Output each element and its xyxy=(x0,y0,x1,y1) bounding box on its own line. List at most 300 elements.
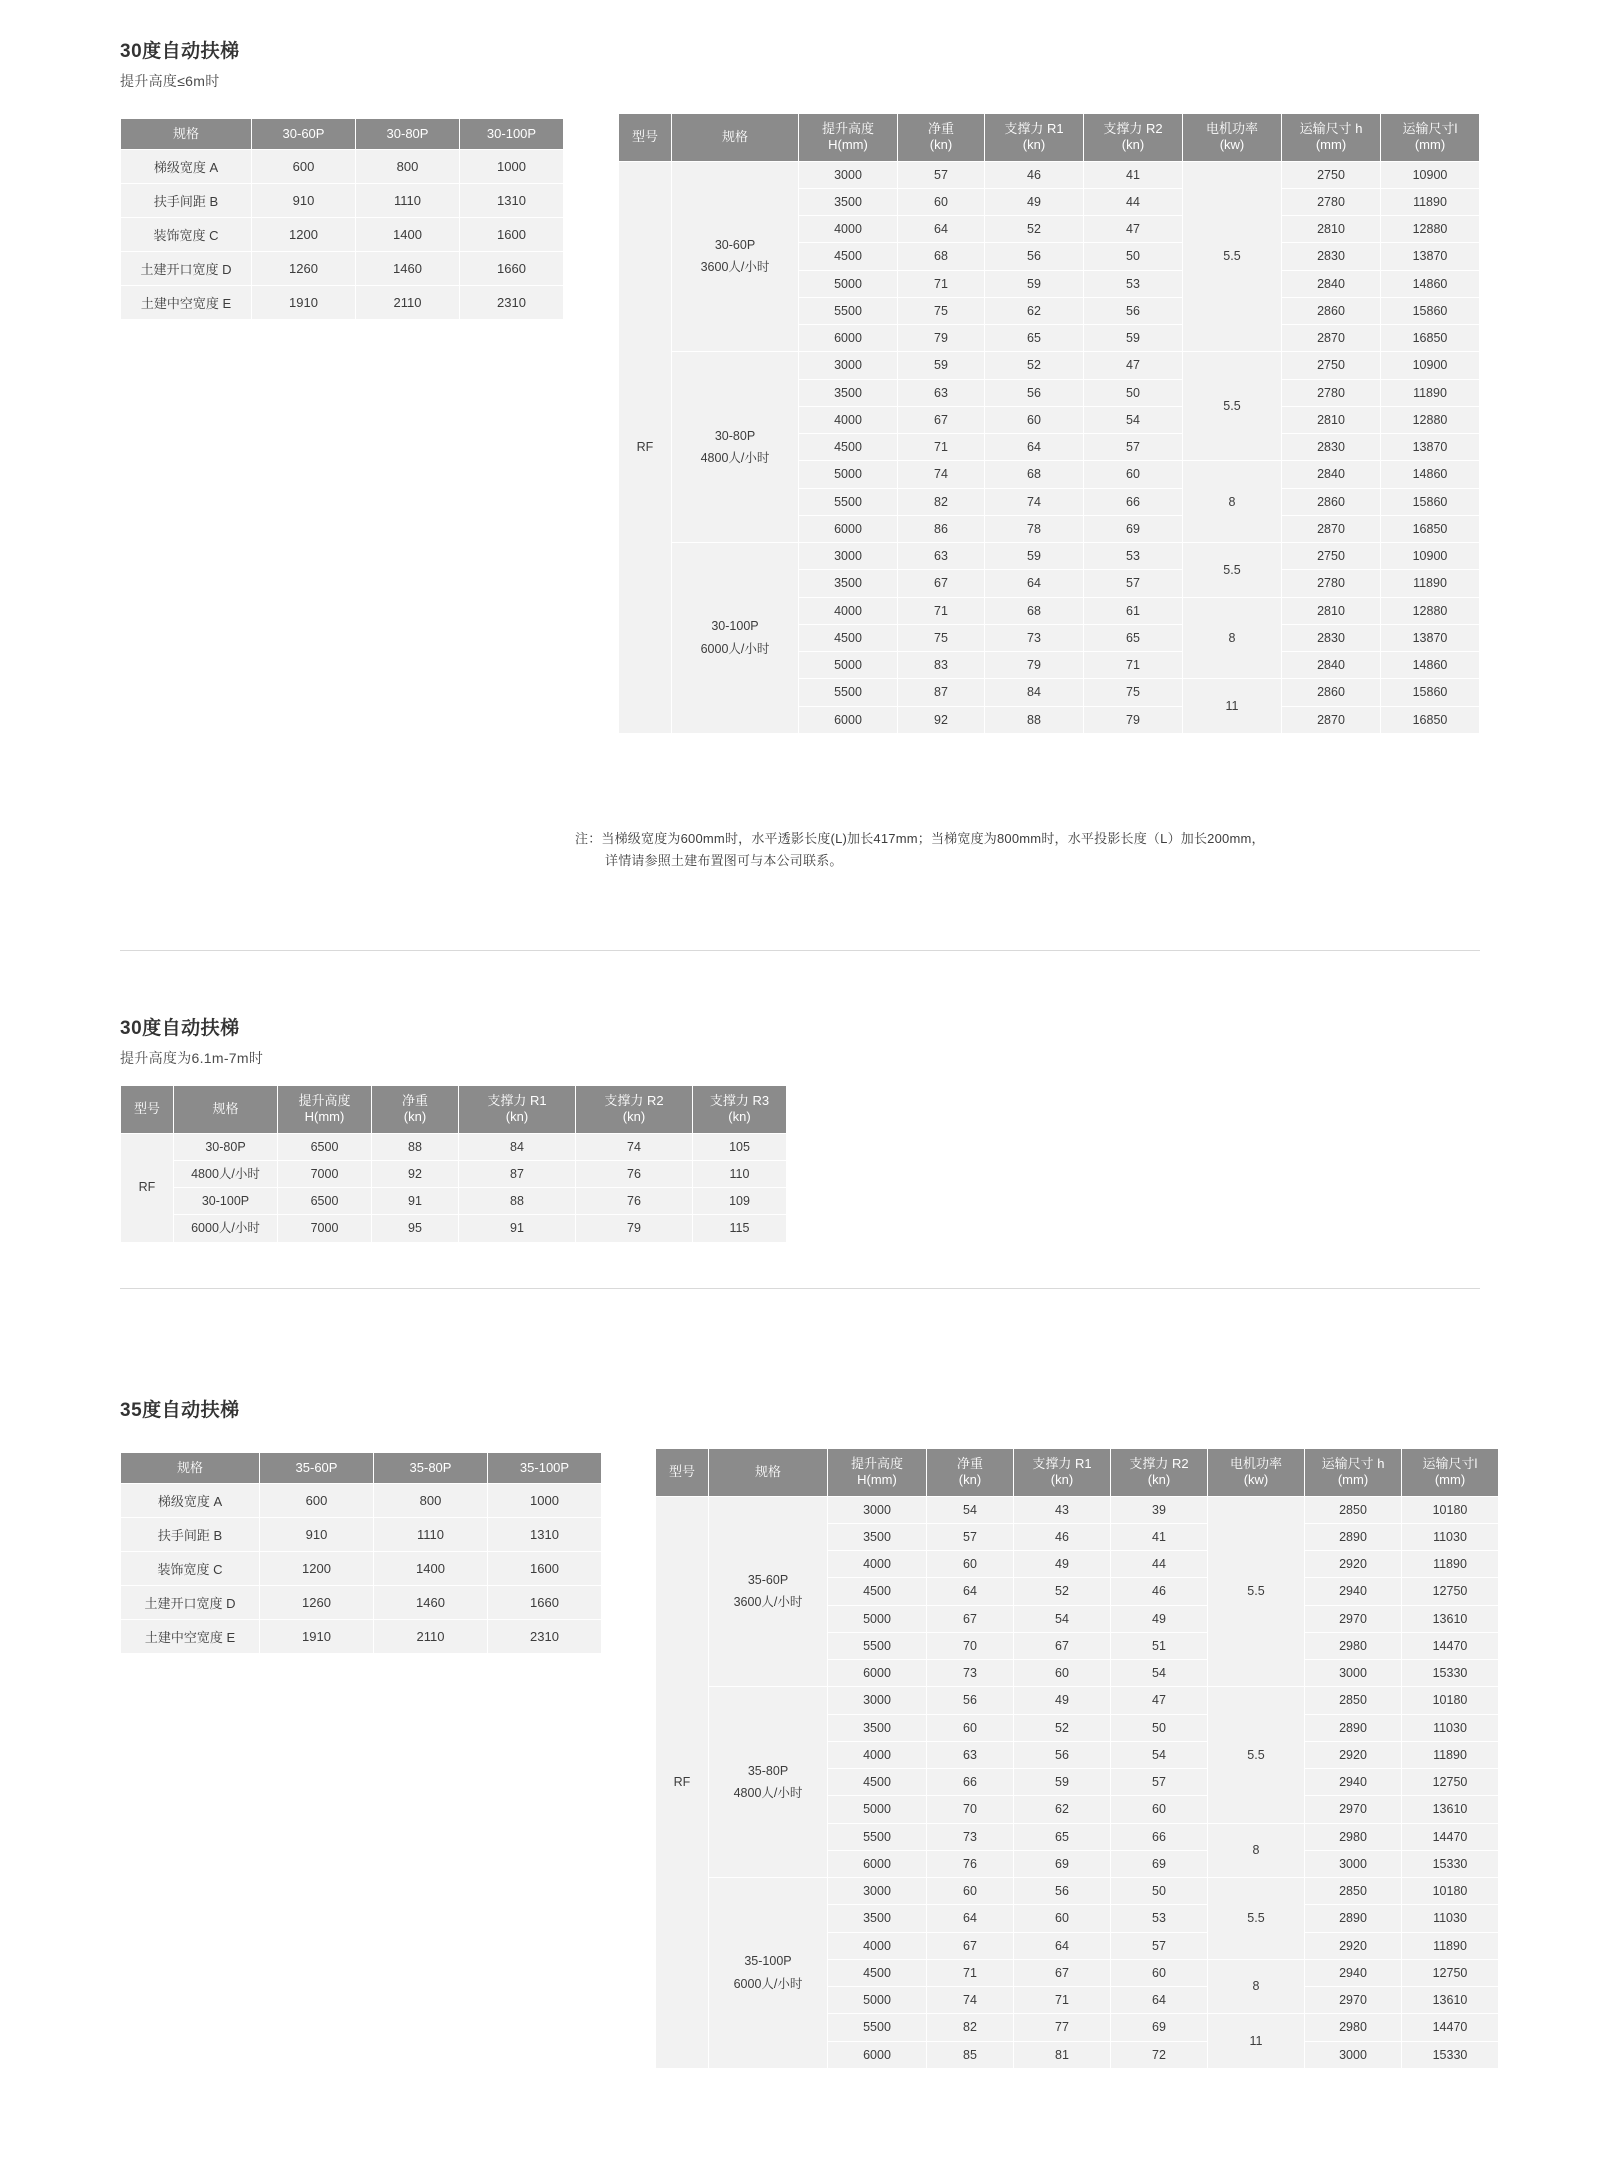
data1-cell: 47 xyxy=(1084,352,1183,379)
small2-col-header: 支撑力 R3 (kn) xyxy=(693,1086,787,1134)
data3-cell: 11890 xyxy=(1402,1551,1499,1578)
data1-cell: 50 xyxy=(1084,243,1183,270)
data3-cell: 2970 xyxy=(1305,1796,1402,1823)
data3-cell: 72 xyxy=(1111,2041,1208,2068)
spec3-cell: 1460 xyxy=(374,1586,488,1620)
data3-cell: 4500 xyxy=(828,1959,927,1986)
data3-cell: 5000 xyxy=(828,1605,927,1632)
data3-cell: 3000 xyxy=(828,1878,927,1905)
data3-group-spec-capacity: 4800人/小时 xyxy=(733,1786,803,1801)
table-row xyxy=(121,1215,787,1242)
data3-cell: 2890 xyxy=(1305,1905,1402,1932)
table-row xyxy=(121,286,564,320)
data3-power-cell: 5.5 xyxy=(1208,1687,1305,1823)
data3-cell: 60 xyxy=(1014,1905,1111,1932)
page-title: 30度自动扶梯 xyxy=(120,41,240,62)
small2-header-row xyxy=(121,1086,787,1134)
data3-cell: 74 xyxy=(927,1987,1014,2014)
spec-table-3 xyxy=(120,1452,602,1654)
spec1-cell: 1200 xyxy=(252,218,356,252)
small2-cell: 105 xyxy=(693,1133,787,1160)
data3-cell: 3000 xyxy=(828,1496,927,1523)
data1-power-cell: 5.5 xyxy=(1183,543,1282,598)
data1-cell: 2840 xyxy=(1282,270,1381,297)
data3-cell: 64 xyxy=(927,1578,1014,1605)
data1-cell: 75 xyxy=(898,297,985,324)
spec3-cell: 2110 xyxy=(374,1620,488,1654)
data1-group-spec xyxy=(672,543,799,734)
data3-power-cell: 8 xyxy=(1208,1823,1305,1878)
small2-cell: 79 xyxy=(576,1215,693,1242)
table-row xyxy=(121,252,564,286)
data3-cell: 12750 xyxy=(1402,1769,1499,1796)
data3-cell: 52 xyxy=(1014,1578,1111,1605)
spec1-cell: 1310 xyxy=(460,184,564,218)
data3-cell: 14470 xyxy=(1402,2014,1499,2041)
data1-col-header: 净重 (kn) xyxy=(898,114,985,162)
data3-cell: 3500 xyxy=(828,1714,927,1741)
data3-cell: 56 xyxy=(927,1687,1014,1714)
data1-cell: 2780 xyxy=(1282,570,1381,597)
data3-power-cell: 5.5 xyxy=(1208,1496,1305,1687)
table-row xyxy=(121,1620,602,1654)
data3-cell: 49 xyxy=(1014,1551,1111,1578)
spec3-cell: 1000 xyxy=(488,1484,602,1518)
data1-cell: 53 xyxy=(1084,543,1183,570)
data3-cell: 67 xyxy=(1014,1959,1111,1986)
spec3-cell: 1110 xyxy=(374,1518,488,1552)
data3-cell: 4500 xyxy=(828,1769,927,1796)
data1-cell: 86 xyxy=(898,515,985,542)
data1-cell: 59 xyxy=(985,543,1084,570)
data1-cell: 14860 xyxy=(1381,461,1480,488)
small2-cell: 30-80P xyxy=(174,1133,278,1160)
data3-cell: 67 xyxy=(927,1605,1014,1632)
data1-cell: 50 xyxy=(1084,379,1183,406)
data1-cell: 75 xyxy=(898,624,985,651)
data1-cell: 2830 xyxy=(1282,624,1381,651)
data1-cell: 5500 xyxy=(799,679,898,706)
data1-cell: 16850 xyxy=(1381,706,1480,733)
data3-cell: 64 xyxy=(1014,1932,1111,1959)
data3-cell: 77 xyxy=(1014,2014,1111,2041)
spec1-col-header: 30-80P xyxy=(356,119,460,150)
data3-cell: 5500 xyxy=(828,1632,927,1659)
spec3-cell: 1260 xyxy=(260,1586,374,1620)
data1-cell: 82 xyxy=(898,488,985,515)
data3-cell: 60 xyxy=(927,1878,1014,1905)
data3-cell: 70 xyxy=(927,1796,1014,1823)
data1-cell: 2870 xyxy=(1282,706,1381,733)
small2-cell: 88 xyxy=(459,1188,576,1215)
data1-cell: 87 xyxy=(898,679,985,706)
small2-cell: 74 xyxy=(576,1133,693,1160)
data1-cell: 92 xyxy=(898,706,985,733)
data3-cell: 11890 xyxy=(1402,1741,1499,1768)
data3-cell: 12750 xyxy=(1402,1578,1499,1605)
data3-group-spec xyxy=(709,1496,828,1687)
spec1-cell: 1600 xyxy=(460,218,564,252)
data3-col-header: 运输尺寸l (mm) xyxy=(1402,1449,1499,1497)
data3-cell: 10180 xyxy=(1402,1496,1499,1523)
data3-col-header: 运输尺寸 h (mm) xyxy=(1305,1449,1402,1497)
section-3-title: 35度自动扶梯 xyxy=(120,1400,240,1421)
data3-header-row xyxy=(656,1449,1499,1497)
data1-cell: 67 xyxy=(898,406,985,433)
spec1-cell: 2110 xyxy=(356,286,460,320)
data3-cell: 49 xyxy=(1111,1605,1208,1632)
spec3-row-label: 扶手间距 B xyxy=(121,1518,260,1552)
spec3-cell: 1600 xyxy=(488,1552,602,1586)
data3-cell: 4000 xyxy=(828,1741,927,1768)
data3-group-spec-model: 35-60P xyxy=(747,1572,789,1587)
data1-cell: 13870 xyxy=(1381,624,1480,651)
data1-cell: 4000 xyxy=(799,406,898,433)
data1-cell: 2780 xyxy=(1282,379,1381,406)
data3-cell: 3000 xyxy=(1305,1850,1402,1877)
data3-group-spec xyxy=(709,1878,828,2069)
data3-cell: 3500 xyxy=(828,1905,927,1932)
small-table-2-wrap xyxy=(120,1085,787,1243)
data1-cell: 74 xyxy=(985,488,1084,515)
data1-cell: 56 xyxy=(1084,297,1183,324)
data1-group-spec xyxy=(672,161,799,352)
small2-cell: 88 xyxy=(372,1133,459,1160)
data3-group-spec-model: 35-100P xyxy=(744,1954,792,1969)
data3-col-header: 电机功率 (kw) xyxy=(1208,1449,1305,1497)
spec-table-1-wrap xyxy=(120,118,564,320)
data3-cell: 69 xyxy=(1111,1850,1208,1877)
data1-cell: 2840 xyxy=(1282,461,1381,488)
small2-cell: 109 xyxy=(693,1188,787,1215)
data3-cell: 50 xyxy=(1111,1878,1208,1905)
data1-cell: 52 xyxy=(985,216,1084,243)
data1-cell: 11890 xyxy=(1381,379,1480,406)
spec1-cell: 910 xyxy=(252,184,356,218)
data3-cell: 5500 xyxy=(828,1823,927,1850)
spec3-header-row xyxy=(121,1453,602,1484)
data3-cell: 60 xyxy=(1111,1796,1208,1823)
small2-cell: 6000人/小时 xyxy=(174,1215,278,1242)
data1-power-cell: 5.5 xyxy=(1183,352,1282,461)
data3-cell: 3000 xyxy=(1305,2041,1402,2068)
data1-cell: 60 xyxy=(898,188,985,215)
data1-cell: 4500 xyxy=(799,243,898,270)
data1-cell: 68 xyxy=(985,597,1084,624)
spec3-cell: 1400 xyxy=(374,1552,488,1586)
data1-cell: 52 xyxy=(985,352,1084,379)
data1-cell: 47 xyxy=(1084,216,1183,243)
data3-cell: 10180 xyxy=(1402,1687,1499,1714)
data3-group-spec-capacity: 6000人/小时 xyxy=(733,1976,803,1991)
spec3-col-header: 35-60P xyxy=(260,1453,374,1484)
spec1-col-header: 规格 xyxy=(121,119,252,150)
data1-cell: 16850 xyxy=(1381,325,1480,352)
data1-cell: 2750 xyxy=(1282,543,1381,570)
data1-cell: 66 xyxy=(1084,488,1183,515)
data1-cell: 15860 xyxy=(1381,297,1480,324)
small2-cell: 87 xyxy=(459,1160,576,1187)
data3-cell: 2980 xyxy=(1305,2014,1402,2041)
data1-cell: 4500 xyxy=(799,434,898,461)
data1-cell: 2750 xyxy=(1282,352,1381,379)
spec3-row-label: 装饰宽度 C xyxy=(121,1552,260,1586)
data1-col-header: 运输尺寸l (mm) xyxy=(1381,114,1480,162)
table-row xyxy=(121,150,564,184)
small2-cell: 7000 xyxy=(278,1215,372,1242)
data1-cell: 14860 xyxy=(1381,270,1480,297)
spec1-cell: 1400 xyxy=(356,218,460,252)
data1-cell: 3500 xyxy=(799,570,898,597)
data1-model-cell: RF xyxy=(619,161,672,733)
data1-cell: 79 xyxy=(1084,706,1183,733)
data1-cell: 63 xyxy=(898,379,985,406)
small2-cell: 92 xyxy=(372,1160,459,1187)
spec3-cell: 910 xyxy=(260,1518,374,1552)
data1-cell: 2860 xyxy=(1282,679,1381,706)
spec1-header-row xyxy=(121,119,564,150)
data1-cell: 5500 xyxy=(799,488,898,515)
spec1-cell: 1910 xyxy=(252,286,356,320)
spec-table-3-wrap xyxy=(120,1452,602,1654)
data1-cell: 2830 xyxy=(1282,243,1381,270)
data3-cell: 82 xyxy=(927,2014,1014,2041)
data3-cell: 66 xyxy=(927,1769,1014,1796)
data3-cell: 43 xyxy=(1014,1496,1111,1523)
data3-cell: 60 xyxy=(927,1551,1014,1578)
data1-cell: 4000 xyxy=(799,216,898,243)
data3-cell: 5500 xyxy=(828,2014,927,2041)
small2-cell: 91 xyxy=(372,1188,459,1215)
data3-cell: 2980 xyxy=(1305,1823,1402,1850)
small2-col-header: 提升高度 H(mm) xyxy=(278,1086,372,1134)
data1-cell: 10900 xyxy=(1381,352,1480,379)
small2-cell: 6500 xyxy=(278,1188,372,1215)
data3-cell: 2920 xyxy=(1305,1551,1402,1578)
data3-cell: 56 xyxy=(1014,1878,1111,1905)
data3-cell: 11890 xyxy=(1402,1932,1499,1959)
data1-col-header: 提升高度 H(mm) xyxy=(799,114,898,162)
data1-cell: 59 xyxy=(985,270,1084,297)
data1-header-row xyxy=(619,114,1480,162)
data1-power-cell: 5.5 xyxy=(1183,161,1282,352)
data3-cell: 2940 xyxy=(1305,1959,1402,1986)
small2-cell: 76 xyxy=(576,1188,693,1215)
spec1-row-label: 装饰宽度 C xyxy=(121,218,252,252)
data3-cell: 3000 xyxy=(828,1687,927,1714)
data1-cell: 59 xyxy=(1084,325,1183,352)
spec3-row-label: 梯级宽度 A xyxy=(121,1484,260,1518)
data3-cell: 54 xyxy=(1014,1605,1111,1632)
data3-model-cell: RF xyxy=(656,1496,709,2068)
spec3-row-label: 土建开口宽度 D xyxy=(121,1586,260,1620)
section-1-header xyxy=(120,36,240,91)
small2-cell: 110 xyxy=(693,1160,787,1187)
spec3-col-header: 35-100P xyxy=(488,1453,602,1484)
data1-cell: 5000 xyxy=(799,270,898,297)
data1-cell: 56 xyxy=(985,243,1084,270)
data1-col-header: 电机功率 (kw) xyxy=(1183,114,1282,162)
data3-cell: 10180 xyxy=(1402,1878,1499,1905)
small2-cell: 30-100P xyxy=(174,1188,278,1215)
data3-cell: 11030 xyxy=(1402,1714,1499,1741)
data3-cell: 70 xyxy=(927,1632,1014,1659)
table-row xyxy=(656,1878,1499,1905)
small2-cell: 95 xyxy=(372,1215,459,1242)
data1-cell: 41 xyxy=(1084,161,1183,188)
data3-col-header: 净重 (kn) xyxy=(927,1449,1014,1497)
data3-cell: 64 xyxy=(1111,1987,1208,2014)
data1-group-spec-capacity: 3600人/小时 xyxy=(700,260,770,275)
data1-cell: 4500 xyxy=(799,624,898,651)
small2-cell: 76 xyxy=(576,1160,693,1187)
data1-cell: 88 xyxy=(985,706,1084,733)
data3-cell: 73 xyxy=(927,1660,1014,1687)
data3-cell: 50 xyxy=(1111,1714,1208,1741)
data1-cell: 64 xyxy=(898,216,985,243)
small2-cell: 4800人/小时 xyxy=(174,1160,278,1187)
data1-cell: 54 xyxy=(1084,406,1183,433)
data3-col-header: 规格 xyxy=(709,1449,828,1497)
spec3-cell: 2310 xyxy=(488,1620,602,1654)
data3-cell: 57 xyxy=(1111,1932,1208,1959)
data1-col-header: 支撑力 R1 (kn) xyxy=(985,114,1084,162)
data3-cell: 59 xyxy=(1014,1769,1111,1796)
data1-power-cell: 8 xyxy=(1183,597,1282,679)
spec1-col-header: 30-60P xyxy=(252,119,356,150)
data1-col-header: 支撑力 R2 (kn) xyxy=(1084,114,1183,162)
spec1-row-label: 梯级宽度 A xyxy=(121,150,252,184)
data3-cell: 13610 xyxy=(1402,1796,1499,1823)
data1-group-spec xyxy=(672,352,799,543)
data3-group-spec xyxy=(709,1687,828,1878)
data1-group-spec-capacity: 4800人/小时 xyxy=(700,451,770,466)
data3-cell: 3500 xyxy=(828,1523,927,1550)
data3-cell: 15330 xyxy=(1402,2041,1499,2068)
table-row xyxy=(121,1133,787,1160)
data1-cell: 53 xyxy=(1084,270,1183,297)
data3-cell: 69 xyxy=(1111,2014,1208,2041)
data3-col-header: 支撑力 R1 (kn) xyxy=(1014,1449,1111,1497)
table-row xyxy=(619,543,1480,570)
table-row xyxy=(121,1552,602,1586)
small2-model-cell: RF xyxy=(121,1133,174,1242)
small2-cell: 91 xyxy=(459,1215,576,1242)
data3-cell: 66 xyxy=(1111,1823,1208,1850)
small2-col-header: 净重 (kn) xyxy=(372,1086,459,1134)
data3-cell: 57 xyxy=(1111,1769,1208,1796)
spec3-cell: 800 xyxy=(374,1484,488,1518)
data3-cell: 12750 xyxy=(1402,1959,1499,1986)
spec1-cell: 1460 xyxy=(356,252,460,286)
spec1-col-header: 30-100P xyxy=(460,119,564,150)
data3-cell: 85 xyxy=(927,2041,1014,2068)
data1-cell: 57 xyxy=(1084,434,1183,461)
data3-cell: 5000 xyxy=(828,1796,927,1823)
data3-cell: 2850 xyxy=(1305,1496,1402,1523)
data1-cell: 11890 xyxy=(1381,570,1480,597)
divider-2 xyxy=(120,1288,1480,1289)
spec3-row-label: 土建中空宽度 E xyxy=(121,1620,260,1654)
data3-cell: 65 xyxy=(1014,1823,1111,1850)
data1-cell: 79 xyxy=(898,325,985,352)
data1-cell: 16850 xyxy=(1381,515,1480,542)
data-table-3 xyxy=(655,1448,1499,2069)
data3-cell: 2940 xyxy=(1305,1769,1402,1796)
data1-cell: 61 xyxy=(1084,597,1183,624)
data3-cell: 2970 xyxy=(1305,1987,1402,2014)
small2-col-header: 型号 xyxy=(121,1086,174,1134)
data3-col-header: 型号 xyxy=(656,1449,709,1497)
data-table-3-wrap xyxy=(655,1448,1499,2069)
data3-cell: 6000 xyxy=(828,1850,927,1877)
data3-cell: 46 xyxy=(1111,1578,1208,1605)
data3-cell: 13610 xyxy=(1402,1605,1499,1632)
section-2-header xyxy=(120,1013,263,1068)
data3-cell: 60 xyxy=(1111,1959,1208,1986)
data3-cell: 13610 xyxy=(1402,1987,1499,2014)
data3-cell: 4000 xyxy=(828,1932,927,1959)
spec1-row-label: 土建开口宽度 D xyxy=(121,252,252,286)
spec3-cell: 1310 xyxy=(488,1518,602,1552)
data1-cell: 2750 xyxy=(1282,161,1381,188)
data1-cell: 5500 xyxy=(799,297,898,324)
data1-cell: 5000 xyxy=(799,652,898,679)
data3-cell: 60 xyxy=(1014,1660,1111,1687)
table-row xyxy=(121,1586,602,1620)
data1-cell: 2870 xyxy=(1282,325,1381,352)
data3-cell: 46 xyxy=(1014,1523,1111,1550)
data1-cell: 68 xyxy=(985,461,1084,488)
spec3-col-header: 规格 xyxy=(121,1453,260,1484)
data3-power-cell: 5.5 xyxy=(1208,1878,1305,1960)
data3-cell: 67 xyxy=(1014,1632,1111,1659)
data1-cell: 2830 xyxy=(1282,434,1381,461)
data3-cell: 11030 xyxy=(1402,1523,1499,1550)
small-table-2 xyxy=(120,1085,787,1243)
data1-cell: 2840 xyxy=(1282,652,1381,679)
section-3-header xyxy=(120,1395,240,1422)
table-row xyxy=(656,1687,1499,1714)
data3-power-cell: 8 xyxy=(1208,1959,1305,2014)
small2-cell: 84 xyxy=(459,1133,576,1160)
section-1-subtitle: 提升高度≤6m时 xyxy=(120,73,220,89)
table-row xyxy=(121,184,564,218)
data1-col-header: 型号 xyxy=(619,114,672,162)
spec1-cell: 2310 xyxy=(460,286,564,320)
spec1-cell: 800 xyxy=(356,150,460,184)
data1-cell: 71 xyxy=(898,597,985,624)
data1-cell: 84 xyxy=(985,679,1084,706)
data3-cell: 14470 xyxy=(1402,1632,1499,1659)
data1-cell: 71 xyxy=(898,270,985,297)
data1-cell: 78 xyxy=(985,515,1084,542)
data3-cell: 2970 xyxy=(1305,1605,1402,1632)
data3-cell: 64 xyxy=(927,1905,1014,1932)
spec-table-1 xyxy=(120,118,564,320)
data1-cell: 3000 xyxy=(799,543,898,570)
data1-cell: 3000 xyxy=(799,352,898,379)
data1-cell: 74 xyxy=(898,461,985,488)
spec1-cell: 1000 xyxy=(460,150,564,184)
data3-cell: 4500 xyxy=(828,1578,927,1605)
data3-cell: 52 xyxy=(1014,1714,1111,1741)
data1-cell: 2810 xyxy=(1282,597,1381,624)
data1-cell: 60 xyxy=(985,406,1084,433)
data1-cell: 46 xyxy=(985,161,1084,188)
spec1-row-label: 扶手间距 B xyxy=(121,184,252,218)
data3-cell: 2920 xyxy=(1305,1741,1402,1768)
